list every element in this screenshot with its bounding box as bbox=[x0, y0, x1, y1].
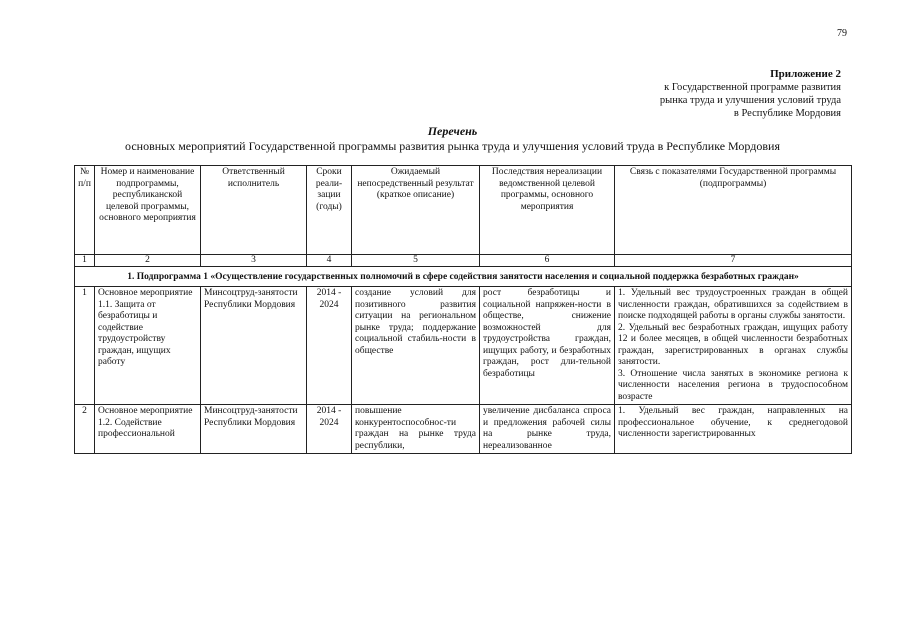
subprogram-title: 1. Подпрограмма 1 «Осуществление государственных полномочий в сфере содействия занятости населения и социальной поддержка безработных граждан» bbox=[75, 267, 852, 287]
responsible-executor: Минсоцтруд-занятости Республики Мордовия bbox=[201, 287, 307, 405]
document-heading: Перечень bbox=[427, 124, 478, 138]
document-subtitle: основных мероприятий Государственной программы развития рынка труда и улучшения условий труда в Республике Мордовия bbox=[125, 139, 780, 153]
column-number: 5 bbox=[352, 255, 480, 267]
row-number: 2 bbox=[75, 405, 95, 454]
row-number: 1 bbox=[75, 287, 95, 405]
indicator-item: 1. Удельный вес трудоустроенных граждан в общей численности граждан, обратившихся за содействием в поиске подходящей работы в органы службы занятости. bbox=[618, 288, 848, 321]
header-cell-number: № п/п bbox=[75, 166, 95, 255]
header-cell-consequences: Последствия нереализации ведомственной целевой программы, основного мероприятия bbox=[480, 166, 615, 255]
column-number: 4 bbox=[307, 255, 352, 267]
header-cell-result: Ожидаемый непосредственный результат (краткое описание) bbox=[352, 166, 480, 255]
implementation-period: 2014 - 2024 bbox=[307, 287, 352, 405]
appendix-block bbox=[660, 68, 841, 120]
measure-name: Основное мероприятие 1.2. Содействие профессиональной bbox=[95, 405, 201, 454]
column-number: 6 bbox=[480, 255, 615, 267]
non-implementation-consequences: рост безработицы и социальной напряжен-ности в обществе, снижение возможностей для трудоустройства граждан, ищущих работу, и безработных граждан, рост дли-тельной безработицы bbox=[480, 287, 615, 405]
table-header-row bbox=[75, 166, 852, 255]
measures-table bbox=[74, 165, 852, 454]
appendix-line: в Республике Мордовия bbox=[733, 108, 841, 119]
implementation-period: 2014 - 2024 bbox=[307, 405, 352, 454]
indicator-item: 1. Удельный вес граждан, направленных на профессиональное обучение, к среднегодовой численности зарегистрированных bbox=[618, 406, 848, 439]
table-row bbox=[75, 287, 852, 405]
header-cell-indicators: Связь с показателями Государственной программы (подпрограммы) bbox=[615, 166, 852, 255]
non-implementation-consequences: увеличение дисбаланса спроса и предложения рабочей силы на рынке труда, нереализованное bbox=[480, 405, 615, 454]
column-number-row bbox=[75, 255, 852, 267]
appendix-line: рынка труда и улучшения условий труда bbox=[659, 95, 841, 106]
document-title-block bbox=[50, 124, 855, 153]
indicator-links bbox=[615, 287, 852, 405]
header-cell-name: Номер и наименование подпрограммы, республиканской целевой программы, основного мероприятия bbox=[95, 166, 201, 255]
column-number: 7 bbox=[615, 255, 852, 267]
expected-result: создание условий для позитивного развития ситуации на региональном рынке труда; поддержание социальной стабиль-ности в обществе bbox=[352, 287, 480, 405]
header-cell-period: Сроки реали-зации (годы) bbox=[307, 166, 352, 255]
subprogram-row bbox=[75, 267, 852, 287]
indicator-item: 3. Отношение числа занятых в экономике региона к численности населения региона в трудоспособном возрасте bbox=[618, 368, 848, 402]
expected-result: повышение конкурентоспособнос-ти граждан на рынке труда республики, bbox=[352, 405, 480, 454]
indicator-links bbox=[615, 405, 852, 454]
appendix-line: к Государственной программе развития bbox=[664, 82, 841, 93]
column-number: 2 bbox=[95, 255, 201, 267]
column-number: 3 bbox=[201, 255, 307, 267]
table-row bbox=[75, 405, 852, 454]
measure-name: Основное мероприятие 1.1. Защита от безработицы и содействие трудоустройству граждан, ищущих работу bbox=[95, 287, 201, 405]
responsible-executor: Минсоцтруд-занятости Республики Мордовия bbox=[201, 405, 307, 454]
indicator-item: 2. Удельный вес безработных граждан, ищущих работу 12 и более месяцев, в общей численности безработных граждан, зарегистрированных в органах службы занятости. bbox=[618, 322, 848, 367]
page-number: 79 bbox=[837, 28, 847, 39]
header-cell-executor: Ответственный исполнитель bbox=[201, 166, 307, 255]
column-number: 1 bbox=[75, 255, 95, 267]
appendix-title: Приложение 2 bbox=[770, 68, 841, 80]
